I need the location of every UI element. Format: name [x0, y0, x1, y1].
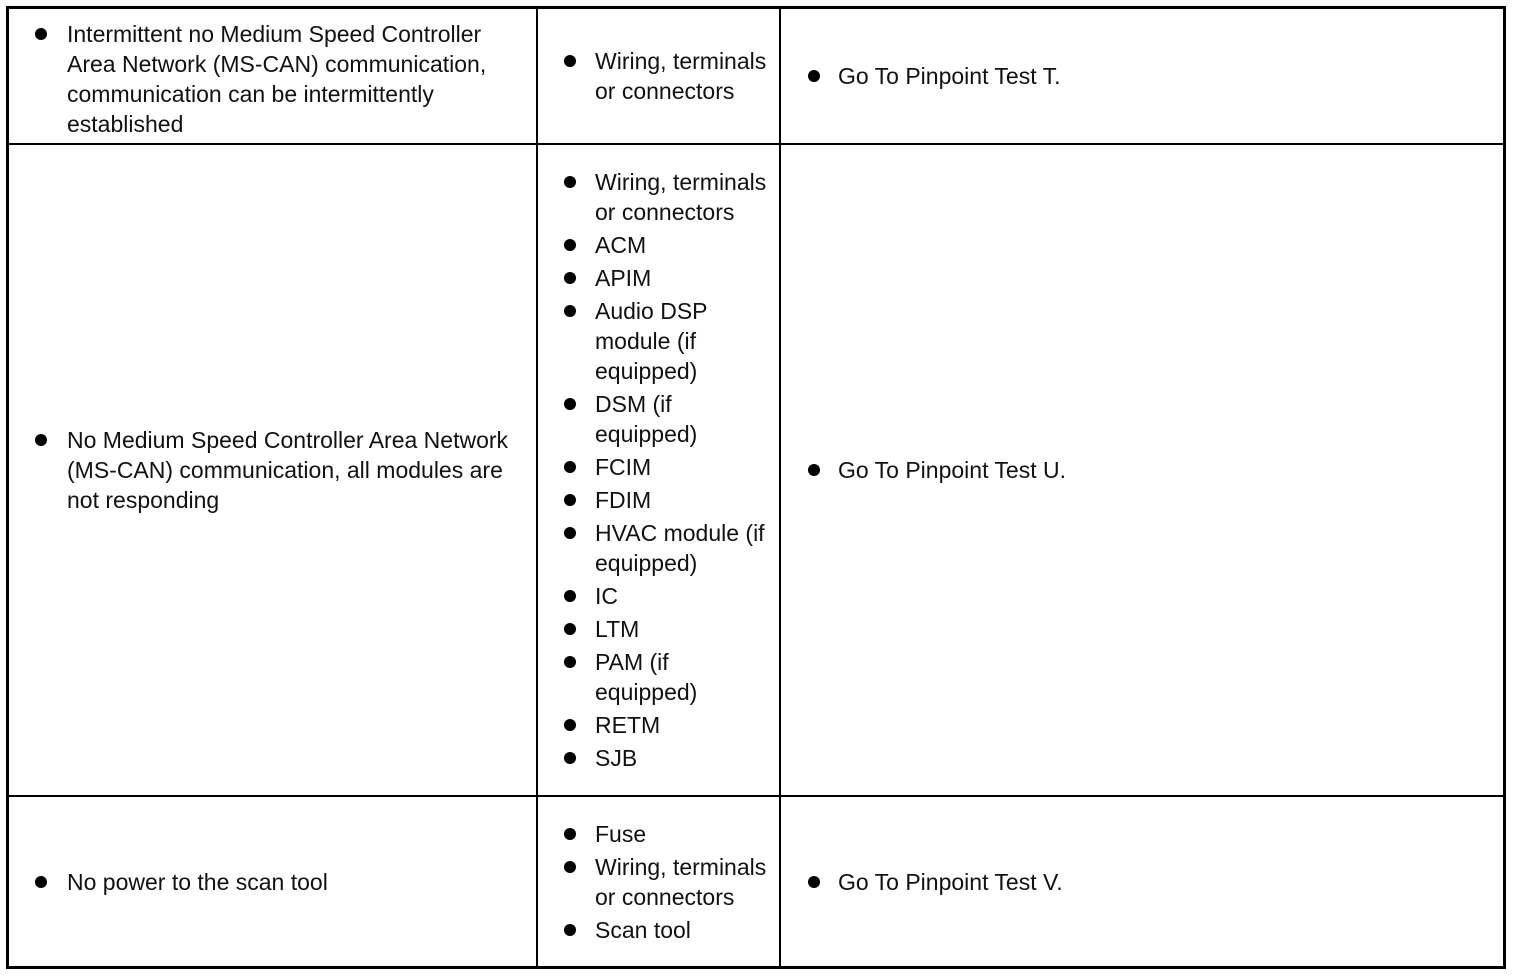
- source-item: [538, 452, 779, 482]
- source-text: Fuse: [595, 820, 647, 847]
- table-row: [9, 797, 1503, 966]
- source-text: APIM: [595, 265, 652, 291]
- source-item: [538, 230, 779, 260]
- condition-cell: [9, 9, 538, 143]
- source-text: Wiring, terminals or connectors: [595, 48, 767, 104]
- condition-item: [9, 425, 536, 515]
- bullet-icon: [564, 924, 576, 936]
- source-text: FDIM: [595, 487, 652, 513]
- action-link-text: Go To Pinpoint Test V.: [838, 868, 1063, 895]
- source-text: Scan tool: [595, 916, 691, 943]
- source-item: [538, 819, 779, 849]
- condition-text: Intermittent no Medium Speed Controller Area Network (MS-CAN) communication, communication can be intermittently established: [67, 21, 487, 137]
- bullet-icon: [35, 434, 47, 446]
- condition-text: No power to the scan tool: [67, 868, 328, 895]
- source-item: [538, 296, 779, 386]
- bullet-icon: [564, 176, 576, 188]
- source-item: [538, 852, 779, 912]
- bullet-icon: [564, 272, 576, 284]
- bullet-icon: [564, 752, 576, 764]
- source-item: [538, 46, 779, 106]
- bullet-icon: [564, 623, 576, 635]
- bullet-icon: [564, 461, 576, 473]
- bullet-icon: [808, 876, 820, 888]
- diagnostic-table: [6, 6, 1506, 969]
- source-item: [538, 485, 779, 515]
- bullet-icon: [564, 239, 576, 251]
- source-text: LTM: [595, 616, 640, 642]
- source-text: ACM: [595, 232, 647, 258]
- condition-item: [9, 19, 536, 139]
- source-text: IC: [595, 583, 618, 609]
- action-item: [781, 867, 1503, 897]
- table-row: [9, 145, 1503, 797]
- source-text: Wiring, terminals or connectors: [595, 169, 767, 225]
- source-text: Wiring, terminals or connectors: [595, 853, 767, 910]
- source-text: DSM (if equipped): [595, 391, 698, 447]
- condition-text: No Medium Speed Controller Area Network (MS-CAN) communication, all modules are not responding: [67, 427, 509, 513]
- condition-cell: [9, 797, 538, 966]
- bullet-icon: [564, 656, 576, 668]
- action-item: [781, 455, 1503, 485]
- action-cell: [781, 797, 1503, 966]
- bullet-icon: [564, 494, 576, 506]
- source-item: [538, 614, 779, 644]
- bullet-icon: [564, 590, 576, 602]
- source-item: [538, 263, 779, 293]
- bullet-icon: [564, 861, 576, 873]
- source-text: HVAC module (if equipped): [595, 520, 765, 576]
- possible-source-cell: [538, 145, 781, 795]
- source-text: RETM: [595, 712, 661, 738]
- table-row: [9, 9, 1503, 145]
- source-item: [538, 518, 779, 578]
- condition-cell: [9, 145, 538, 795]
- possible-source-cell: [538, 797, 781, 966]
- bullet-icon: [564, 828, 576, 840]
- bullet-icon: [808, 464, 820, 476]
- source-item: [538, 710, 779, 740]
- source-item: [538, 743, 779, 773]
- source-text: FCIM: [595, 454, 652, 480]
- bullet-icon: [564, 398, 576, 410]
- action-item: [781, 61, 1503, 91]
- condition-item: [9, 867, 536, 897]
- source-item: [538, 389, 779, 449]
- action-cell: [781, 145, 1503, 795]
- bullet-icon: [564, 55, 576, 67]
- bullet-icon: [808, 70, 820, 82]
- source-item: [538, 581, 779, 611]
- source-text: Audio DSP module (if equipped): [595, 298, 708, 384]
- source-item: [538, 167, 779, 227]
- action-link-text: Go To Pinpoint Test U.: [838, 457, 1067, 483]
- source-text: SJB: [595, 745, 638, 771]
- bullet-icon: [564, 719, 576, 731]
- source-item: [538, 647, 779, 707]
- source-item: [538, 915, 779, 945]
- bullet-icon: [564, 527, 576, 539]
- action-cell: [781, 9, 1503, 143]
- bullet-icon: [564, 305, 576, 317]
- possible-source-cell: [538, 9, 781, 143]
- bullet-icon: [35, 28, 47, 40]
- source-text: PAM (if equipped): [595, 649, 698, 705]
- bullet-icon: [35, 876, 47, 888]
- action-link-text: Go To Pinpoint Test T.: [838, 63, 1061, 89]
